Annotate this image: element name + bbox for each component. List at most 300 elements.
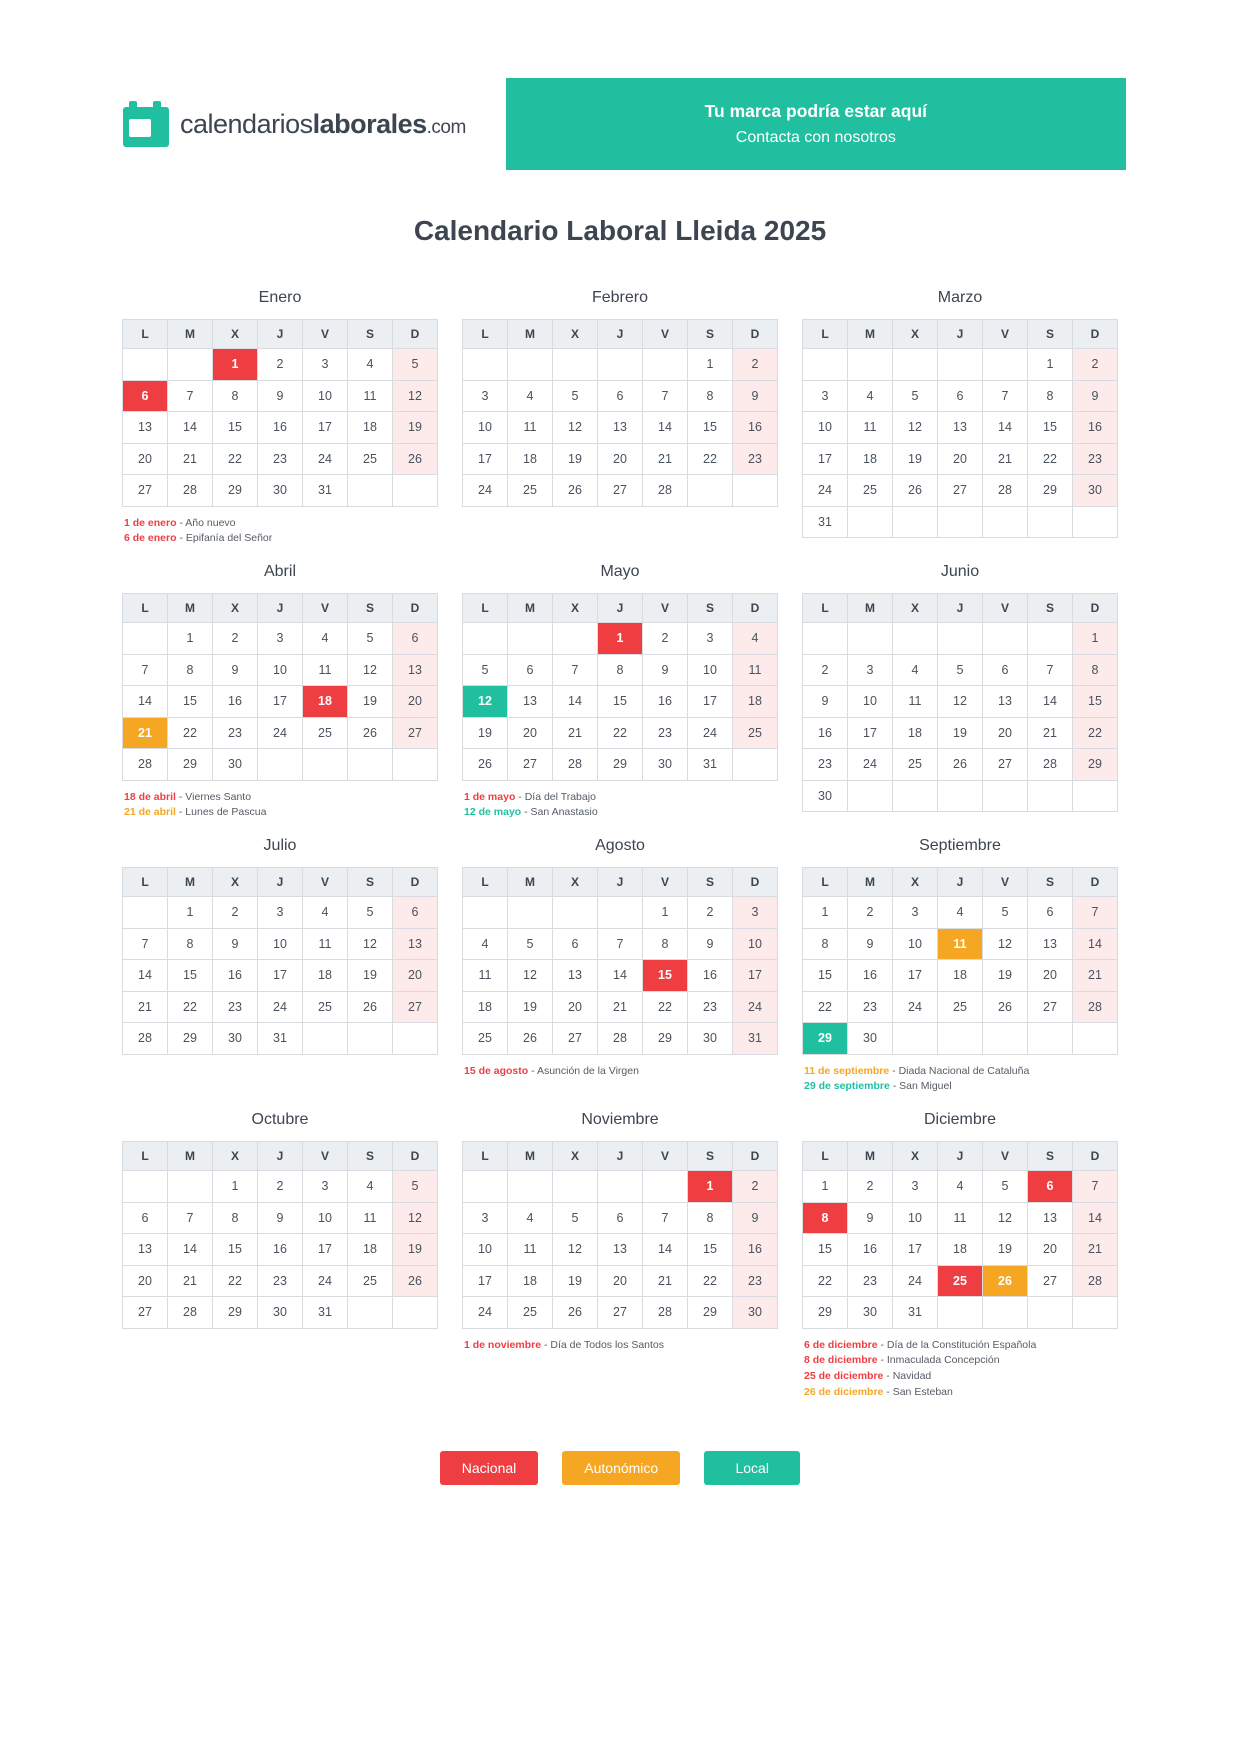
calendar-day: 13	[393, 928, 438, 960]
calendar-week-row	[803, 349, 1118, 381]
holiday-note-text: San Miguel	[899, 1080, 952, 1093]
calendar-day: 2	[643, 623, 688, 655]
month-name: Marzo	[937, 289, 983, 306]
weekday-header: L	[123, 868, 168, 897]
calendar-day-holiday: 21	[123, 717, 168, 749]
weekday-header: S	[688, 868, 733, 897]
holiday-note: 1 de enero - Año nuevo	[124, 516, 236, 529]
calendar-day: 31	[303, 1297, 348, 1329]
month-holiday-notes	[462, 1338, 778, 1354]
calendar-day: 22	[688, 1265, 733, 1297]
calendar-week-row	[803, 506, 1118, 538]
calendar-empty-cell	[733, 475, 778, 507]
legend-item-nacional[interactable]: Nacional	[440, 1451, 538, 1485]
calendar-day: 3	[848, 654, 893, 686]
weekday-header: D	[1073, 594, 1118, 623]
month-block	[790, 563, 1130, 821]
calendar-day: 6	[123, 1202, 168, 1234]
calendar-day: 17	[258, 686, 303, 718]
calendar-day: 13	[123, 412, 168, 444]
calendar-day: 1	[803, 1171, 848, 1203]
calendar-day: 28	[553, 749, 598, 781]
weekday-header: V	[983, 1142, 1028, 1171]
calendar-day: 2	[848, 897, 893, 929]
calendar-day: 4	[348, 1171, 393, 1203]
weekday-header: V	[643, 320, 688, 349]
calendar-day: 11	[733, 654, 778, 686]
calendar-day: 20	[508, 717, 553, 749]
calendar-empty-cell	[348, 475, 393, 507]
calendar-week-row	[123, 349, 438, 381]
holiday-note-text: Día de Todos los Santos	[550, 1338, 665, 1351]
calendar-day: 15	[803, 1234, 848, 1266]
month-block	[110, 289, 450, 547]
logo-text-dotcom: .com	[426, 116, 466, 138]
calendar-day: 3	[803, 380, 848, 412]
calendar-day: 12	[553, 1234, 598, 1266]
holiday-note-date: 18 de abril	[124, 790, 176, 803]
calendar-day: 10	[688, 654, 733, 686]
weekday-header: M	[848, 868, 893, 897]
weekday-header: L	[803, 594, 848, 623]
calendar-day: 8	[168, 654, 213, 686]
holiday-note: 18 de abril - Viernes Santo	[124, 790, 252, 803]
calendar-day: 10	[463, 1234, 508, 1266]
calendar-day: 25	[848, 475, 893, 507]
month-name: Febrero	[591, 289, 649, 306]
calendar-day: 12	[508, 960, 553, 992]
weekday-header: D	[1073, 320, 1118, 349]
calendar-day: 4	[848, 380, 893, 412]
calendar-day: 13	[598, 412, 643, 444]
calendar-day: 8	[1028, 380, 1073, 412]
weekday-header: X	[213, 868, 258, 897]
holiday-note-text: Año nuevo	[185, 516, 236, 529]
month-holiday-notes	[462, 790, 778, 822]
holiday-note: 6 de diciembre - Día de la Constitución Española	[804, 1338, 1037, 1351]
calendar-day: 14	[1073, 928, 1118, 960]
calendar-day: 25	[893, 749, 938, 781]
calendar-week-row	[463, 717, 778, 749]
weekday-header: M	[508, 1142, 553, 1171]
holiday-note: 21 de abril - Lunes de Pascua	[124, 806, 267, 819]
calendar-empty-cell	[393, 1297, 438, 1329]
calendar-empty-cell	[733, 749, 778, 781]
calendar-day: 17	[303, 1234, 348, 1266]
calendar-day: 24	[303, 1265, 348, 1297]
calendar-day: 22	[168, 991, 213, 1023]
weekday-header: J	[258, 868, 303, 897]
calendar-day: 21	[983, 443, 1028, 475]
calendar-day: 19	[553, 443, 598, 475]
calendar-day: 9	[733, 380, 778, 412]
calendar-day: 18	[463, 991, 508, 1023]
calendar-day: 3	[303, 1171, 348, 1203]
calendar-day: 12	[983, 928, 1028, 960]
calendar-day: 19	[938, 717, 983, 749]
month-block	[450, 1111, 790, 1401]
calendar-day: 6	[393, 897, 438, 929]
calendar-empty-cell	[893, 506, 938, 538]
calendar-day: 24	[258, 717, 303, 749]
holiday-note-date: 1 de mayo	[464, 790, 516, 803]
calendar-day: 23	[213, 991, 258, 1023]
weekday-header: M	[168, 1142, 213, 1171]
calendar-day: 7	[643, 1202, 688, 1234]
calendar-day: 2	[213, 623, 258, 655]
calendar-week-row	[463, 960, 778, 992]
calendar-day: 7	[643, 380, 688, 412]
calendar-week-row	[123, 717, 438, 749]
calendar-week-row	[463, 1234, 778, 1266]
logo-text-light: calendarios	[180, 108, 313, 139]
calendar-empty-cell	[983, 349, 1028, 381]
calendar-empty-cell	[348, 1297, 393, 1329]
calendar-day: 7	[1028, 654, 1073, 686]
calendar-empty-cell	[983, 506, 1028, 538]
page-header	[0, 0, 1240, 170]
weekday-header: X	[213, 1142, 258, 1171]
calendar-day: 9	[1073, 380, 1118, 412]
calendar-day-holiday: 8	[803, 1202, 848, 1234]
calendar-day: 20	[553, 991, 598, 1023]
calendar-day: 31	[303, 475, 348, 507]
calendar-day: 24	[258, 991, 303, 1023]
calendar-day: 16	[258, 1234, 303, 1266]
holiday-note-text: Diada Nacional de Cataluña	[898, 1064, 1030, 1077]
calendar-day: 9	[733, 1202, 778, 1234]
calendar-day: 25	[348, 443, 393, 475]
calendar-day: 1	[643, 897, 688, 929]
calendar-day: 5	[508, 928, 553, 960]
month-holiday-notes	[122, 790, 438, 822]
calendar-day: 22	[168, 717, 213, 749]
calendar-week-row	[463, 1297, 778, 1329]
calendar-day: 14	[643, 412, 688, 444]
weekday-header: D	[733, 1142, 778, 1171]
calendar-day: 27	[598, 1297, 643, 1329]
calendar-day: 12	[553, 412, 598, 444]
calendar-day: 18	[508, 443, 553, 475]
weekday-header: J	[258, 594, 303, 623]
weekday-header: X	[213, 594, 258, 623]
month-name: Noviembre	[581, 1111, 659, 1128]
calendar-day: 16	[733, 1234, 778, 1266]
calendar-day: 28	[123, 749, 168, 781]
weekday-header: S	[688, 320, 733, 349]
logo-text-bold: laborales	[312, 108, 427, 139]
weekday-header: S	[348, 320, 393, 349]
calendar-day: 29	[688, 1297, 733, 1329]
holiday-note-text: Día del Trabajo	[524, 790, 596, 803]
calendar-day: 7	[1073, 1171, 1118, 1203]
advertising-banner[interactable]	[506, 78, 1126, 170]
calendar-empty-cell	[938, 1023, 983, 1055]
calendar-day: 25	[348, 1265, 393, 1297]
calendar-day: 26	[553, 1297, 598, 1329]
calendar-day: 4	[303, 623, 348, 655]
legend-item-local[interactable]: Local	[704, 1451, 800, 1485]
calendar-empty-cell	[463, 897, 508, 929]
calendar-day: 28	[123, 1023, 168, 1055]
calendar-day: 13	[983, 686, 1028, 718]
legend-item-autonómico[interactable]: Autonómico	[562, 1451, 680, 1485]
weekday-header: L	[123, 320, 168, 349]
weekday-header: S	[1028, 320, 1073, 349]
calendar-empty-cell	[893, 780, 938, 812]
calendar-day: 24	[848, 749, 893, 781]
calendar-day-holiday: 6	[123, 380, 168, 412]
calendar-day: 30	[688, 1023, 733, 1055]
calendar-day: 15	[688, 412, 733, 444]
calendar-day: 13	[1028, 1202, 1073, 1234]
weekday-header: S	[1028, 1142, 1073, 1171]
calendar-day: 21	[643, 443, 688, 475]
calendar-day: 7	[598, 928, 643, 960]
month-calendar-table	[462, 593, 778, 781]
calendar-day: 1	[688, 349, 733, 381]
calendar-week-row	[123, 654, 438, 686]
holiday-note-text: Lunes de Pascua	[185, 806, 267, 819]
calendar-empty-cell	[463, 349, 508, 381]
month-calendar-table	[462, 1141, 778, 1329]
weekday-header: M	[848, 594, 893, 623]
calendar-empty-cell	[168, 349, 213, 381]
calendar-day: 9	[803, 686, 848, 718]
calendar-day: 26	[348, 991, 393, 1023]
calendar-day: 18	[938, 960, 983, 992]
calendar-day: 13	[598, 1234, 643, 1266]
calendar-empty-cell	[983, 780, 1028, 812]
calendar-empty-cell	[348, 749, 393, 781]
calendar-day: 27	[938, 475, 983, 507]
calendar-day: 11	[303, 928, 348, 960]
weekday-header: X	[213, 320, 258, 349]
calendar-day: 21	[1073, 960, 1118, 992]
months-grid	[0, 289, 1240, 1417]
calendar-day: 19	[348, 960, 393, 992]
month-calendar-table	[802, 867, 1118, 1055]
holiday-note: 15 de agosto - Asunción de la Virgen	[464, 1064, 639, 1077]
site-logo[interactable]	[120, 98, 466, 150]
weekday-header: M	[168, 594, 213, 623]
calendar-day: 2	[258, 1171, 303, 1203]
calendar-week-row	[123, 1023, 438, 1055]
calendar-day: 23	[258, 443, 303, 475]
month-calendar-table	[462, 319, 778, 507]
month-holiday-notes	[462, 1064, 778, 1080]
calendar-day: 12	[938, 686, 983, 718]
calendar-day: 20	[393, 686, 438, 718]
calendar-day: 5	[938, 654, 983, 686]
weekday-header: V	[303, 868, 348, 897]
calendar-empty-cell	[393, 1023, 438, 1055]
holiday-note-date: 6 de enero	[124, 532, 177, 545]
calendar-day-holiday: 15	[643, 960, 688, 992]
holiday-note-date: 26 de diciembre	[804, 1385, 884, 1398]
calendar-day: 8	[688, 380, 733, 412]
calendar-empty-cell	[463, 623, 508, 655]
holiday-note-text: Día de la Constitución Española	[886, 1338, 1037, 1351]
weekday-header: V	[303, 1142, 348, 1171]
calendar-empty-cell	[303, 749, 348, 781]
calendar-day: 10	[303, 380, 348, 412]
calendar-week-row	[803, 412, 1118, 444]
calendar-day: 14	[553, 686, 598, 718]
calendar-day: 25	[303, 717, 348, 749]
calendar-day: 28	[643, 475, 688, 507]
calendar-day: 28	[168, 475, 213, 507]
calendar-day: 19	[348, 686, 393, 718]
calendar-day: 3	[463, 1202, 508, 1234]
weekday-header: J	[258, 320, 303, 349]
calendar-day: 24	[893, 1265, 938, 1297]
holiday-note-date: 8 de diciembre	[804, 1354, 878, 1367]
calendar-week-row	[803, 1234, 1118, 1266]
calendar-day: 2	[1073, 349, 1118, 381]
calendar-day: 17	[803, 443, 848, 475]
calendar-week-row	[803, 1265, 1118, 1297]
calendar-day: 15	[213, 1234, 258, 1266]
weekday-header: S	[348, 594, 393, 623]
calendar-day: 16	[848, 960, 893, 992]
calendar-day: 4	[893, 654, 938, 686]
calendar-day: 4	[938, 897, 983, 929]
calendar-day: 3	[733, 897, 778, 929]
calendar-week-row	[803, 1023, 1118, 1055]
calendar-day: 19	[463, 717, 508, 749]
calendar-week-row	[803, 749, 1118, 781]
calendar-empty-cell	[508, 623, 553, 655]
calendar-day: 26	[463, 749, 508, 781]
calendar-day: 8	[213, 1202, 258, 1234]
calendar-day: 27	[983, 749, 1028, 781]
calendar-day: 23	[1073, 443, 1118, 475]
calendar-day: 7	[123, 928, 168, 960]
calendar-empty-cell	[553, 349, 598, 381]
weekday-header: S	[348, 1142, 393, 1171]
calendar-day: 21	[553, 717, 598, 749]
calendar-day: 4	[348, 349, 393, 381]
calendar-day: 7	[168, 1202, 213, 1234]
calendar-empty-cell	[848, 623, 893, 655]
calendar-day: 11	[348, 380, 393, 412]
weekday-header: J	[598, 594, 643, 623]
holiday-note-text: Inmaculada Concepción	[886, 1354, 1000, 1367]
calendar-day: 12	[393, 380, 438, 412]
holiday-note-date: 15 de agosto	[464, 1064, 529, 1077]
month-name: Junio	[940, 563, 980, 580]
calendar-empty-cell	[598, 349, 643, 381]
calendar-day: 2	[213, 897, 258, 929]
calendar-day: 3	[303, 349, 348, 381]
calendar-day: 30	[848, 1297, 893, 1329]
calendar-day: 22	[803, 991, 848, 1023]
calendar-week-row	[123, 686, 438, 718]
calendar-day: 12	[393, 1202, 438, 1234]
calendar-day: 28	[168, 1297, 213, 1329]
weekday-header: J	[598, 868, 643, 897]
calendar-week-row	[463, 1023, 778, 1055]
calendar-day: 28	[1073, 991, 1118, 1023]
calendar-week-row	[123, 443, 438, 475]
calendar-empty-cell	[508, 1171, 553, 1203]
month-holiday-notes	[802, 1064, 1118, 1096]
calendar-week-row	[803, 654, 1118, 686]
calendar-day: 27	[123, 475, 168, 507]
weekday-header: X	[553, 320, 598, 349]
calendar-day: 8	[168, 928, 213, 960]
weekday-header: X	[553, 868, 598, 897]
calendar-week-row	[123, 1202, 438, 1234]
calendar-week-row	[123, 749, 438, 781]
calendar-empty-cell	[803, 349, 848, 381]
calendar-day: 22	[1073, 717, 1118, 749]
calendar-day: 9	[848, 1202, 893, 1234]
calendar-day: 3	[893, 1171, 938, 1203]
weekday-header: D	[733, 868, 778, 897]
calendar-day: 22	[803, 1265, 848, 1297]
calendar-day-holiday: 6	[1028, 1171, 1073, 1203]
calendar-day: 10	[803, 412, 848, 444]
calendar-day: 30	[1073, 475, 1118, 507]
calendar-day: 21	[643, 1265, 688, 1297]
holiday-note: 1 de noviembre - Día de Todos los Santos	[464, 1338, 665, 1351]
weekday-header: X	[893, 320, 938, 349]
calendar-empty-cell	[938, 623, 983, 655]
calendar-day: 18	[508, 1265, 553, 1297]
calendar-week-row	[123, 1171, 438, 1203]
calendar-week-row	[803, 1297, 1118, 1329]
calendar-day-holiday: 18	[303, 686, 348, 718]
calendar-day: 27	[123, 1297, 168, 1329]
calendar-day: 11	[508, 412, 553, 444]
calendar-day: 3	[688, 623, 733, 655]
calendar-day: 29	[213, 475, 258, 507]
calendar-day: 15	[1073, 686, 1118, 718]
calendar-day: 15	[168, 686, 213, 718]
calendar-empty-cell	[123, 349, 168, 381]
calendar-day: 26	[393, 443, 438, 475]
calendar-day: 15	[213, 412, 258, 444]
calendar-day: 12	[893, 412, 938, 444]
calendar-week-row	[463, 1265, 778, 1297]
calendar-day: 16	[258, 412, 303, 444]
calendar-day: 26	[393, 1265, 438, 1297]
calendar-day-holiday: 1	[598, 623, 643, 655]
calendar-day: 5	[553, 380, 598, 412]
calendar-day: 25	[938, 991, 983, 1023]
calendar-day: 19	[393, 412, 438, 444]
month-calendar-table	[122, 867, 438, 1055]
calendar-empty-cell	[848, 506, 893, 538]
calendar-day: 21	[123, 991, 168, 1023]
calendar-week-row	[803, 991, 1118, 1023]
calendar-empty-cell	[553, 897, 598, 929]
calendar-day: 23	[643, 717, 688, 749]
calendar-empty-cell	[983, 623, 1028, 655]
calendar-day: 5	[393, 1171, 438, 1203]
calendar-day: 28	[1073, 1265, 1118, 1297]
calendar-empty-cell	[983, 1023, 1028, 1055]
calendar-empty-cell	[598, 897, 643, 929]
month-block	[450, 289, 790, 547]
calendar-week-row	[463, 412, 778, 444]
calendar-day: 13	[123, 1234, 168, 1266]
weekday-header: S	[348, 868, 393, 897]
calendar-day: 26	[893, 475, 938, 507]
calendar-empty-cell	[848, 349, 893, 381]
